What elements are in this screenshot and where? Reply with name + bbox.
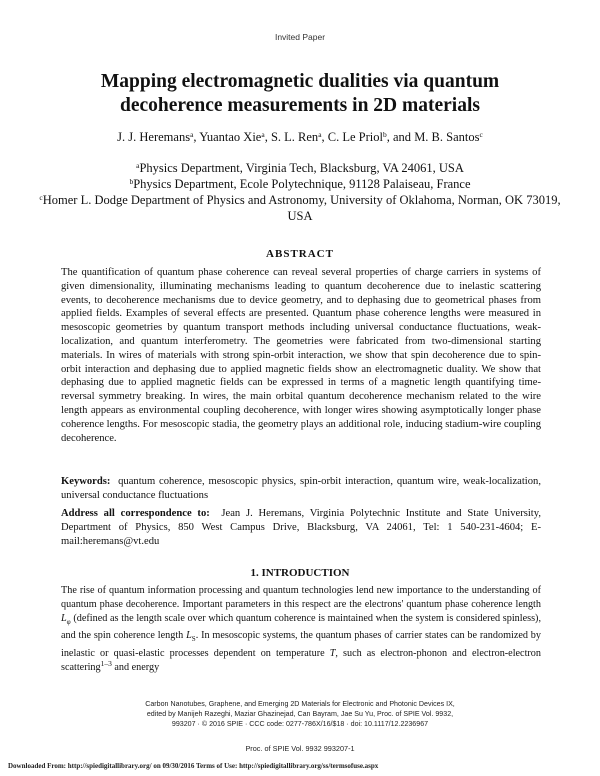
author: M. B. Santos$^c$	[414, 130, 483, 144]
affiliation: $^b$Physics Department, Ecole Polytechnique, 91128 Palaiseau, France	[129, 177, 471, 191]
introduction-body: The rise of quantum information processing and quantum technologies lend new importance to the understanding of quantum phase decoherence. Important parameters in this respect are the electrons' quantum phase coherence length $L_\varphi$ (defined as the length scale over which quantum coherence is maintained when the system is considered spinless), and the spin coherence length $L_S$. In mesoscopic systems, the quantum phases of carrier states can be randomized by inelastic or quasi-elastic processes dependent on temperature T, such as electron-phonon and electron-electron scattering$^{1-3}$ and energy	[61, 585, 541, 674]
author: Yuantao Xie$^a$,	[199, 130, 271, 144]
affiliation: $^c$Homer L. Dodge Department of Physics and Astronomy, University of Oklahoma, Norman, OK 73019, USA	[39, 193, 561, 223]
download-notice: Downloaded From: http://spiedigitallibrary.org/ on 09/30/2016 Terms of Use: http://spiedigitallibrary.org/ss/termsofuse.aspx	[8, 762, 379, 770]
invited-paper-label: Invited Paper	[274, 32, 326, 42]
title-line-2: decoherence measurements in 2D materials	[120, 95, 480, 116]
abstract-body	[61, 266, 541, 445]
page-number: Proc. of SPIE Vol. 9932 993207-1	[245, 744, 355, 753]
keywords-label: Keywords:	[61, 476, 111, 487]
keywords-text: quantum coherence, mesoscopic physics, spin-orbit interaction, quantum wire, weak-localization, universal conductance fluctuations	[61, 476, 541, 501]
author: S. L. Ren$^a$,	[270, 130, 328, 144]
paper-title	[40, 70, 560, 118]
affiliation: $^a$Physics Department, Virginia Tech, Blacksburg, VA 24061, USA	[136, 161, 464, 175]
keywords	[61, 475, 541, 503]
section-heading-introduction: 1. INTRODUCTION	[250, 567, 350, 579]
author: J. J. Heremans$^a$,	[117, 130, 200, 144]
title-line-1: Mapping electromagnetic dualities via quantum	[100, 71, 500, 92]
abstract-text: The quantification of quantum phase coherence can reveal several properties of charge carriers in systems of given dimensionality, illuminating mechanisms leading to quantum decoherence due to inelastic scattering events, to decoherence mechanisms due to device geometry, and to dephasing due to geometrical phases from applied fields. Examples of several effects are presented. Quantum phase coherence lengths were measured in mesoscopic geometries by quantum transport methods including universal conductance fluctuations, weak-localization, and quantum interferometry. The geometries were fabricated from two-dimensional starting materials. In wires of materials with strong spin-orbit interaction, we show that spin decoherence due to spin-orbit interaction and dephasing due to applied magnetic fields show an electromagnetic duality. We show that dephasing due to applied magnetic fields can be expressed in terms of a magnetic length quantifying time-reversal symmetry breaking. In wires, the main orbital quantum decoherence mechanism related to the wire length appears as environmental coupling decoherence, with longer wires showing asymptotically longer phase coherence lengths. For mesoscopic stadia, the geometry plays an additional role, inducing stadium-wire coupling decoherence.	[61, 267, 541, 444]
affiliations	[30, 160, 570, 224]
author-list	[20, 129, 580, 145]
abstract-heading: ABSTRACT	[266, 248, 334, 260]
author: C. Le Priol$^b$, and	[327, 130, 415, 144]
correspondence	[61, 507, 541, 548]
correspondence-text: Jean J. Heremans, Virginia Polytechnic Institute and State University, Department of Physics, 850 West Campus Drive, Blacksburg, VA 24061, Tel: 1 540-231-4604; E-mail:heremans@vt.edu	[61, 508, 542, 547]
correspondence-label: Address all correspondence to:	[61, 508, 210, 519]
proceedings-footnote: Carbon Nanotubes, Graphene, and Emerging 2D Materials for Electronic and Photonic Devices IX, edited by Manijeh Razeghi, Maziar Ghazinejad, Can Bayram, Jae Su Yu, Proc. of SPIE Vol. 9932, 993207 · © 2016 SPIE · CCC code: 0277-786X/16/$18 · doi: 10.1117/12.2236967	[145, 700, 455, 728]
